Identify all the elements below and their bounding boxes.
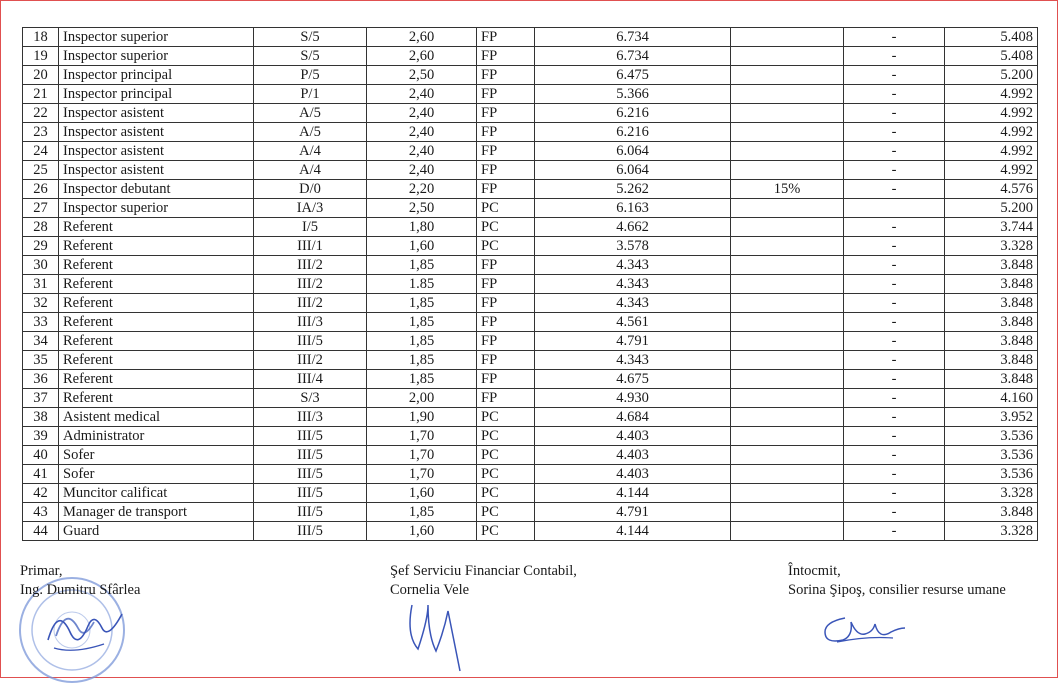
salary-cell: 4.675 bbox=[535, 370, 731, 389]
position-cell: Sofer bbox=[59, 465, 254, 484]
percent-cell bbox=[731, 332, 844, 351]
grade-cell: S/5 bbox=[254, 28, 367, 47]
grade-cell: III/3 bbox=[254, 408, 367, 427]
grade-cell: D/0 bbox=[254, 180, 367, 199]
row-number-cell: 18 bbox=[23, 28, 59, 47]
dash-cell: - bbox=[844, 522, 945, 541]
dash-cell: - bbox=[844, 85, 945, 104]
position-cell: Administrator bbox=[59, 427, 254, 446]
type-cell: PC bbox=[477, 237, 535, 256]
grade-cell: A/4 bbox=[254, 161, 367, 180]
grade-cell: III/5 bbox=[254, 503, 367, 522]
percent-cell bbox=[731, 237, 844, 256]
row-number-cell: 26 bbox=[23, 180, 59, 199]
new-salary-cell: 4.992 bbox=[945, 142, 1038, 161]
type-cell: FP bbox=[477, 332, 535, 351]
dash-cell: - bbox=[844, 294, 945, 313]
coefficient-cell: 1,60 bbox=[367, 484, 477, 503]
row-number-cell: 41 bbox=[23, 465, 59, 484]
coefficient-cell: 1,85 bbox=[367, 351, 477, 370]
salary-cell: 4.561 bbox=[535, 313, 731, 332]
row-number-cell: 38 bbox=[23, 408, 59, 427]
percent-cell bbox=[731, 522, 844, 541]
table-row bbox=[23, 85, 1038, 104]
grade-cell: A/5 bbox=[254, 123, 367, 142]
row-number-cell: 34 bbox=[23, 332, 59, 351]
financiar-signature bbox=[400, 595, 470, 675]
dash-cell: - bbox=[844, 465, 945, 484]
position-cell: Referent bbox=[59, 332, 254, 351]
position-cell: Inspector asistent bbox=[59, 104, 254, 123]
signature-name: Cornelia Vele bbox=[390, 582, 470, 598]
new-salary-cell: 5.200 bbox=[945, 66, 1038, 85]
row-number-cell: 39 bbox=[23, 427, 59, 446]
grade-cell: I/5 bbox=[254, 218, 367, 237]
salary-cell: 6.734 bbox=[535, 47, 731, 66]
new-salary-cell: 4.992 bbox=[945, 104, 1038, 123]
dash-cell: - bbox=[844, 123, 945, 142]
table-body bbox=[23, 28, 1038, 541]
new-salary-cell: 3.848 bbox=[945, 256, 1038, 275]
new-salary-cell: 3.848 bbox=[945, 294, 1038, 313]
type-cell: FP bbox=[477, 104, 535, 123]
row-number-cell: 22 bbox=[23, 104, 59, 123]
new-salary-cell: 5.408 bbox=[945, 28, 1038, 47]
percent-cell bbox=[731, 389, 844, 408]
table-row bbox=[23, 427, 1038, 446]
type-cell: FP bbox=[477, 123, 535, 142]
dash-cell: - bbox=[844, 389, 945, 408]
type-cell: FP bbox=[477, 256, 535, 275]
signature-intocmit bbox=[788, 562, 1006, 600]
type-cell: FP bbox=[477, 389, 535, 408]
new-salary-cell: 3.848 bbox=[945, 275, 1038, 294]
position-cell: Guard bbox=[59, 522, 254, 541]
position-cell: Referent bbox=[59, 237, 254, 256]
grade-cell: III/5 bbox=[254, 522, 367, 541]
new-salary-cell: 3.536 bbox=[945, 427, 1038, 446]
table-row bbox=[23, 275, 1038, 294]
percent-cell bbox=[731, 275, 844, 294]
position-cell: Inspector superior bbox=[59, 199, 254, 218]
row-number-cell: 21 bbox=[23, 85, 59, 104]
percent-cell bbox=[731, 28, 844, 47]
position-cell: Inspector superior bbox=[59, 47, 254, 66]
coefficient-cell: 1,60 bbox=[367, 237, 477, 256]
coefficient-cell: 1,85 bbox=[367, 332, 477, 351]
percent-cell bbox=[731, 294, 844, 313]
percent-cell bbox=[731, 370, 844, 389]
percent-cell bbox=[731, 313, 844, 332]
signature-role: Primar, bbox=[20, 563, 63, 579]
row-number-cell: 20 bbox=[23, 66, 59, 85]
salary-cell: 4.343 bbox=[535, 351, 731, 370]
coefficient-cell: 2,50 bbox=[367, 199, 477, 218]
row-number-cell: 25 bbox=[23, 161, 59, 180]
signature-role: Întocmit, bbox=[788, 563, 841, 579]
dash-cell: - bbox=[844, 332, 945, 351]
table-row bbox=[23, 389, 1038, 408]
new-salary-cell: 3.536 bbox=[945, 446, 1038, 465]
percent-cell bbox=[731, 104, 844, 123]
type-cell: FP bbox=[477, 313, 535, 332]
new-salary-cell: 3.536 bbox=[945, 465, 1038, 484]
position-cell: Inspector principal bbox=[59, 66, 254, 85]
coefficient-cell: 2,40 bbox=[367, 123, 477, 142]
type-cell: FP bbox=[477, 370, 535, 389]
type-cell: FP bbox=[477, 85, 535, 104]
salary-cell: 4.403 bbox=[535, 465, 731, 484]
dash-cell: - bbox=[844, 275, 945, 294]
grade-cell: III/1 bbox=[254, 237, 367, 256]
salary-cell: 4.144 bbox=[535, 484, 731, 503]
position-cell: Inspector asistent bbox=[59, 142, 254, 161]
position-cell: Referent bbox=[59, 294, 254, 313]
percent-cell bbox=[731, 85, 844, 104]
new-salary-cell: 3.848 bbox=[945, 370, 1038, 389]
salary-table bbox=[22, 27, 1038, 541]
dash-cell: - bbox=[844, 180, 945, 199]
type-cell: FP bbox=[477, 28, 535, 47]
grade-cell: III/2 bbox=[254, 294, 367, 313]
dash-cell: - bbox=[844, 446, 945, 465]
table-row bbox=[23, 408, 1038, 427]
type-cell: PC bbox=[477, 218, 535, 237]
dash-cell: - bbox=[844, 408, 945, 427]
salary-cell: 3.578 bbox=[535, 237, 731, 256]
salary-cell: 5.262 bbox=[535, 180, 731, 199]
row-number-cell: 42 bbox=[23, 484, 59, 503]
grade-cell: IA/3 bbox=[254, 199, 367, 218]
coefficient-cell: 2,40 bbox=[367, 104, 477, 123]
signature-primar bbox=[20, 562, 140, 600]
coefficient-cell: 1,85 bbox=[367, 313, 477, 332]
salary-cell: 4.684 bbox=[535, 408, 731, 427]
grade-cell: P/1 bbox=[254, 85, 367, 104]
grade-cell: P/5 bbox=[254, 66, 367, 85]
percent-cell bbox=[731, 503, 844, 522]
coefficient-cell: 1,85 bbox=[367, 370, 477, 389]
type-cell: PC bbox=[477, 484, 535, 503]
table-row bbox=[23, 522, 1038, 541]
primar-signature bbox=[40, 600, 130, 660]
row-number-cell: 31 bbox=[23, 275, 59, 294]
signature-name: Ing. Dumitru Sfârlea bbox=[20, 582, 141, 598]
row-number-cell: 36 bbox=[23, 370, 59, 389]
row-number-cell: 44 bbox=[23, 522, 59, 541]
percent-cell bbox=[731, 465, 844, 484]
salary-cell: 4.144 bbox=[535, 522, 731, 541]
row-number-cell: 43 bbox=[23, 503, 59, 522]
grade-cell: III/2 bbox=[254, 256, 367, 275]
type-cell: PC bbox=[477, 503, 535, 522]
percent-cell bbox=[731, 484, 844, 503]
salary-cell: 4.403 bbox=[535, 427, 731, 446]
salary-cell: 4.343 bbox=[535, 294, 731, 313]
dash-cell: - bbox=[844, 313, 945, 332]
coefficient-cell: 1,70 bbox=[367, 446, 477, 465]
row-number-cell: 28 bbox=[23, 218, 59, 237]
table-row bbox=[23, 313, 1038, 332]
new-salary-cell: 3.848 bbox=[945, 503, 1038, 522]
type-cell: FP bbox=[477, 161, 535, 180]
row-number-cell: 30 bbox=[23, 256, 59, 275]
position-cell: Inspector superior bbox=[59, 28, 254, 47]
coefficient-cell: 2,40 bbox=[367, 85, 477, 104]
salary-cell: 4.343 bbox=[535, 275, 731, 294]
new-salary-cell: 4.992 bbox=[945, 85, 1038, 104]
table-row bbox=[23, 351, 1038, 370]
dash-cell: - bbox=[844, 47, 945, 66]
position-cell: Referent bbox=[59, 313, 254, 332]
row-number-cell: 24 bbox=[23, 142, 59, 161]
percent-cell bbox=[731, 199, 844, 218]
coefficient-cell: 2,40 bbox=[367, 161, 477, 180]
table-row bbox=[23, 465, 1038, 484]
coefficient-cell: 2,40 bbox=[367, 142, 477, 161]
type-cell: FP bbox=[477, 66, 535, 85]
coefficient-cell: 1,85 bbox=[367, 256, 477, 275]
row-number-cell: 37 bbox=[23, 389, 59, 408]
table-row bbox=[23, 237, 1038, 256]
position-cell: Muncitor calificat bbox=[59, 484, 254, 503]
percent-cell bbox=[731, 161, 844, 180]
coefficient-cell: 2,00 bbox=[367, 389, 477, 408]
table-row bbox=[23, 180, 1038, 199]
type-cell: PC bbox=[477, 408, 535, 427]
dash-cell: - bbox=[844, 161, 945, 180]
percent-cell bbox=[731, 218, 844, 237]
table-row bbox=[23, 484, 1038, 503]
position-cell: Referent bbox=[59, 275, 254, 294]
new-salary-cell: 3.848 bbox=[945, 332, 1038, 351]
dash-cell: - bbox=[844, 218, 945, 237]
dash-cell: - bbox=[844, 503, 945, 522]
new-salary-cell: 5.408 bbox=[945, 47, 1038, 66]
new-salary-cell: 4.160 bbox=[945, 389, 1038, 408]
row-number-cell: 40 bbox=[23, 446, 59, 465]
table-row bbox=[23, 161, 1038, 180]
grade-cell: A/4 bbox=[254, 142, 367, 161]
dash-cell: - bbox=[844, 104, 945, 123]
type-cell: PC bbox=[477, 465, 535, 484]
salary-cell: 6.216 bbox=[535, 104, 731, 123]
position-cell: Inspector principal bbox=[59, 85, 254, 104]
position-cell: Referent bbox=[59, 218, 254, 237]
coefficient-cell: 1.85 bbox=[367, 275, 477, 294]
coefficient-cell: 2,60 bbox=[367, 47, 477, 66]
grade-cell: III/3 bbox=[254, 313, 367, 332]
type-cell: PC bbox=[477, 199, 535, 218]
coefficient-cell: 1,70 bbox=[367, 427, 477, 446]
salary-cell: 4.930 bbox=[535, 389, 731, 408]
position-cell: Inspector asistent bbox=[59, 123, 254, 142]
coefficient-cell: 1,90 bbox=[367, 408, 477, 427]
new-salary-cell: 3.952 bbox=[945, 408, 1038, 427]
table-row bbox=[23, 66, 1038, 85]
row-number-cell: 33 bbox=[23, 313, 59, 332]
percent-cell bbox=[731, 256, 844, 275]
new-salary-cell: 3.848 bbox=[945, 351, 1038, 370]
position-cell: Sofer bbox=[59, 446, 254, 465]
table-row bbox=[23, 294, 1038, 313]
salary-cell: 6.064 bbox=[535, 161, 731, 180]
dash-cell: - bbox=[844, 66, 945, 85]
dash-cell: - bbox=[844, 256, 945, 275]
row-number-cell: 19 bbox=[23, 47, 59, 66]
table-row bbox=[23, 28, 1038, 47]
row-number-cell: 29 bbox=[23, 237, 59, 256]
coefficient-cell: 1,70 bbox=[367, 465, 477, 484]
percent-cell bbox=[731, 142, 844, 161]
dash-cell: - bbox=[844, 237, 945, 256]
table-row bbox=[23, 503, 1038, 522]
coefficient-cell: 1,80 bbox=[367, 218, 477, 237]
new-salary-cell: 5.200 bbox=[945, 199, 1038, 218]
dash-cell: - bbox=[844, 427, 945, 446]
table-row bbox=[23, 142, 1038, 161]
salary-cell: 4.343 bbox=[535, 256, 731, 275]
salary-cell: 6.163 bbox=[535, 199, 731, 218]
salary-cell: 4.791 bbox=[535, 503, 731, 522]
position-cell: Inspector debutant bbox=[59, 180, 254, 199]
grade-cell: III/2 bbox=[254, 275, 367, 294]
grade-cell: III/4 bbox=[254, 370, 367, 389]
dash-cell: - bbox=[844, 28, 945, 47]
row-number-cell: 32 bbox=[23, 294, 59, 313]
type-cell: FP bbox=[477, 47, 535, 66]
percent-cell bbox=[731, 446, 844, 465]
dash-cell: - bbox=[844, 370, 945, 389]
percent-cell bbox=[731, 66, 844, 85]
grade-cell: A/5 bbox=[254, 104, 367, 123]
new-salary-cell: 3.328 bbox=[945, 484, 1038, 503]
percent-cell bbox=[731, 123, 844, 142]
type-cell: FP bbox=[477, 351, 535, 370]
percent-cell bbox=[731, 351, 844, 370]
dash-cell: - bbox=[844, 484, 945, 503]
salary-cell: 6.475 bbox=[535, 66, 731, 85]
table-row bbox=[23, 370, 1038, 389]
new-salary-cell: 3.744 bbox=[945, 218, 1038, 237]
coefficient-cell: 1,60 bbox=[367, 522, 477, 541]
position-cell: Asistent medical bbox=[59, 408, 254, 427]
position-cell: Referent bbox=[59, 256, 254, 275]
signature-name: Sorina Şipoş, consilier resurse umane bbox=[788, 582, 1006, 598]
table-row bbox=[23, 123, 1038, 142]
position-cell: Referent bbox=[59, 351, 254, 370]
dash-cell: - bbox=[844, 142, 945, 161]
coefficient-cell: 2,20 bbox=[367, 180, 477, 199]
grade-cell: III/5 bbox=[254, 465, 367, 484]
grade-cell: S/5 bbox=[254, 47, 367, 66]
type-cell: FP bbox=[477, 180, 535, 199]
table-row bbox=[23, 218, 1038, 237]
coefficient-cell: 1,85 bbox=[367, 294, 477, 313]
salary-cell: 4.662 bbox=[535, 218, 731, 237]
table-row bbox=[23, 332, 1038, 351]
position-cell: Inspector asistent bbox=[59, 161, 254, 180]
grade-cell: S/3 bbox=[254, 389, 367, 408]
row-number-cell: 27 bbox=[23, 199, 59, 218]
salary-cell: 4.403 bbox=[535, 446, 731, 465]
coefficient-cell: 2,60 bbox=[367, 28, 477, 47]
percent-cell bbox=[731, 427, 844, 446]
table-row bbox=[23, 199, 1038, 218]
salary-cell: 5.366 bbox=[535, 85, 731, 104]
new-salary-cell: 3.328 bbox=[945, 522, 1038, 541]
new-salary-cell: 4.576 bbox=[945, 180, 1038, 199]
signature-role: Şef Serviciu Financiar Contabil, bbox=[390, 563, 577, 579]
percent-cell: 15% bbox=[731, 180, 844, 199]
row-number-cell: 23 bbox=[23, 123, 59, 142]
intocmit-signature bbox=[815, 598, 925, 653]
new-salary-cell: 3.848 bbox=[945, 313, 1038, 332]
percent-cell bbox=[731, 408, 844, 427]
type-cell: PC bbox=[477, 522, 535, 541]
dash-cell bbox=[844, 199, 945, 218]
new-salary-cell: 4.992 bbox=[945, 161, 1038, 180]
dash-cell: - bbox=[844, 351, 945, 370]
grade-cell: III/5 bbox=[254, 484, 367, 503]
new-salary-cell: 3.328 bbox=[945, 237, 1038, 256]
position-cell: Referent bbox=[59, 370, 254, 389]
position-cell: Manager de transport bbox=[59, 503, 254, 522]
grade-cell: III/5 bbox=[254, 332, 367, 351]
table-row bbox=[23, 47, 1038, 66]
type-cell: FP bbox=[477, 275, 535, 294]
salary-cell: 6.216 bbox=[535, 123, 731, 142]
grade-cell: III/5 bbox=[254, 427, 367, 446]
salary-cell: 6.064 bbox=[535, 142, 731, 161]
signature-financiar bbox=[390, 562, 577, 600]
grade-cell: III/2 bbox=[254, 351, 367, 370]
salary-cell: 4.791 bbox=[535, 332, 731, 351]
coefficient-cell: 1,85 bbox=[367, 503, 477, 522]
grade-cell: III/5 bbox=[254, 446, 367, 465]
salary-cell: 6.734 bbox=[535, 28, 731, 47]
percent-cell bbox=[731, 47, 844, 66]
row-number-cell: 35 bbox=[23, 351, 59, 370]
table-row bbox=[23, 446, 1038, 465]
type-cell: PC bbox=[477, 427, 535, 446]
type-cell: FP bbox=[477, 142, 535, 161]
table-row bbox=[23, 256, 1038, 275]
coefficient-cell: 2,50 bbox=[367, 66, 477, 85]
type-cell: PC bbox=[477, 446, 535, 465]
table-row bbox=[23, 104, 1038, 123]
position-cell: Referent bbox=[59, 389, 254, 408]
new-salary-cell: 4.992 bbox=[945, 123, 1038, 142]
type-cell: FP bbox=[477, 294, 535, 313]
